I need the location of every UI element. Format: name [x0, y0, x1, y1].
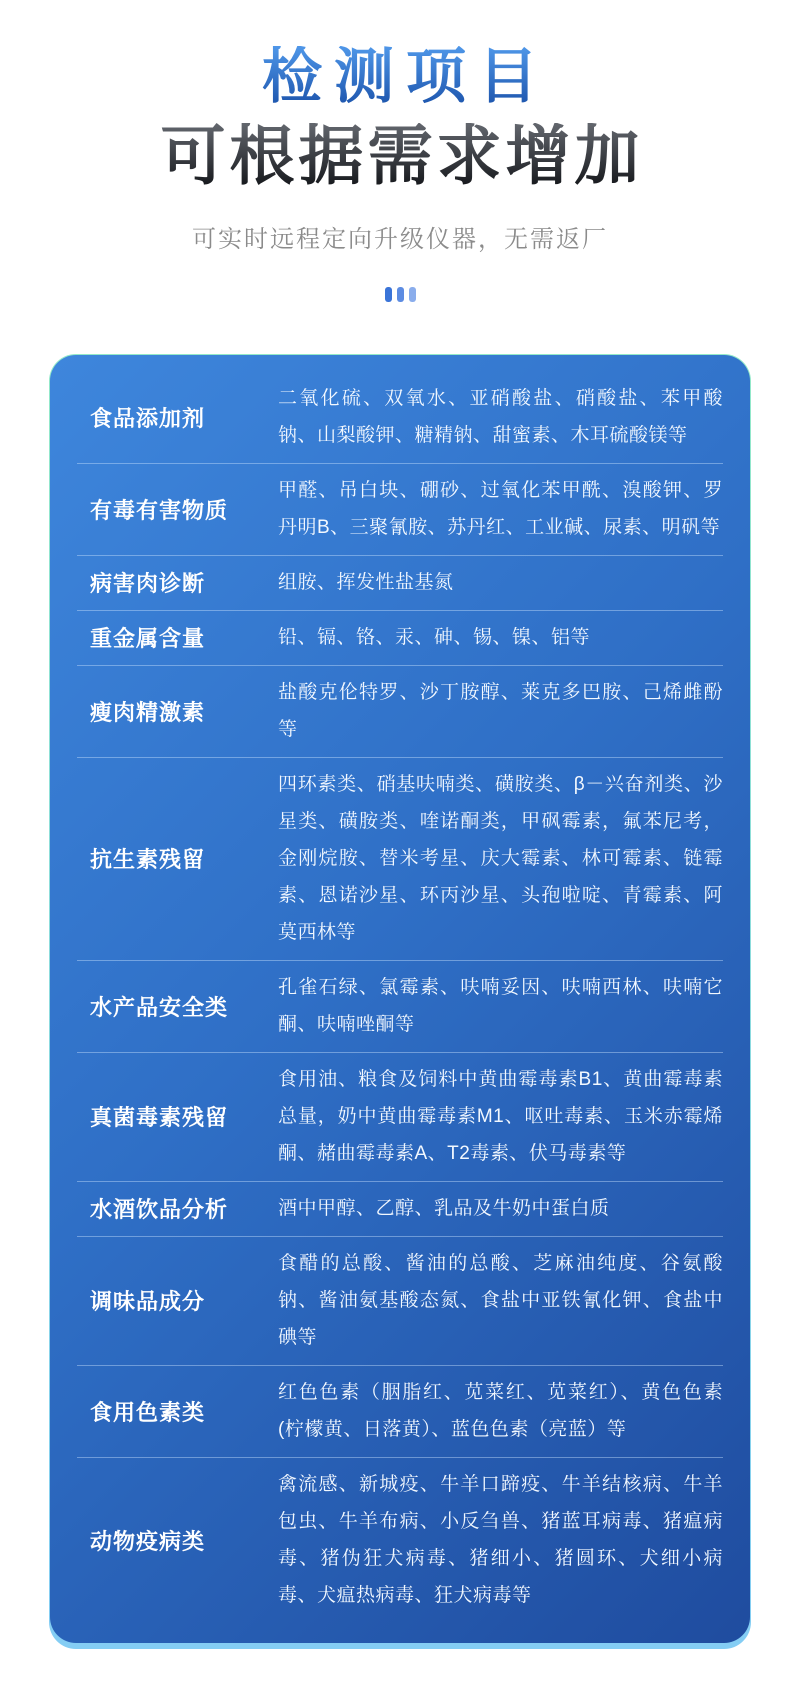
bar-icon: [397, 287, 404, 302]
row-label: 动物疫病类: [90, 1528, 206, 1554]
table-row: [50, 1052, 750, 1181]
row-label: 食品添加剂: [90, 405, 206, 431]
table-row: [50, 1457, 750, 1623]
row-value: 盐酸克伦特罗、沙丁胺醇、莱克多巴胺、己烯雌酚等: [278, 682, 723, 741]
row-value: 红色色素（胭脂红、苋菜红、苋菜红）、黄色色素(柠檬黄、日落黄）、蓝色色素（亮蓝）等: [278, 1382, 723, 1441]
row-value: 酒中甲醇、乙醇、乳品及牛奶中蛋白质: [278, 1198, 610, 1220]
row-label: 病害肉诊断: [90, 571, 206, 597]
table-row: [50, 757, 750, 960]
bar-icon: [385, 287, 392, 302]
tagline: 可实时远程定向升级仪器，无需返厂: [192, 226, 608, 254]
row-value: 二氧化硫、双氧水、亚硝酸盐、硝酸盐、苯甲酸钠、山梨酸钾、糖精钠、甜蜜素、木耳硫酸镁等: [278, 388, 723, 447]
table-row: [50, 1236, 750, 1365]
row-label: 有毒有害物质: [90, 497, 229, 523]
row-value: 甲醛、吊白块、硼砂、过氧化苯甲酰、溴酸钾、罗丹明B、三聚氰胺、苏丹红、工业碱、尿素、明矾等: [278, 480, 723, 539]
detection-items-table: [50, 355, 750, 1643]
row-value: 孔雀石绿、氯霉素、呋喃妥因、呋喃西林、呋喃它酮、呋喃唑酮等: [278, 977, 723, 1036]
row-value: 禽流感、新城疫、牛羊口蹄疫、牛羊结核病、牛羊包虫、牛羊布病、小反刍兽、猪蓝耳病毒、猪瘟病毒、猪伪狂犬病毒、猪细小、猪圆环、犬细小病毒、犬瘟热病毒、狂犬病毒等: [278, 1474, 723, 1607]
row-label: 食用色素类: [90, 1399, 206, 1425]
bar-icon: [409, 287, 416, 302]
row-value: 食醋的总酸、酱油的总酸、芝麻油纯度、谷氨酸钠、酱油氨基酸态氮、食盐中亚铁氰化钾、食盐中碘等: [278, 1253, 723, 1349]
row-value: 食用油、粮食及饲料中黄曲霉毒素B1、黄曲霉毒素总量，奶中黄曲霉毒素M1、呕吐毒素、玉米赤霉烯酮、赭曲霉毒素A、T2毒素、伏马毒素等: [278, 1069, 723, 1165]
page-title-line2: 可根据需求增加: [0, 123, 800, 191]
table-row: [50, 555, 750, 610]
header: [0, 46, 800, 302]
row-label: 重金属含量: [90, 626, 206, 652]
table-row: [50, 1181, 750, 1236]
page-title: 检测项目: [0, 46, 800, 109]
table-row: [50, 665, 750, 757]
decorative-bars: [0, 286, 800, 302]
row-value: 组胺、挥发性盐基氮: [278, 572, 454, 594]
table-row: [50, 1365, 750, 1457]
row-value: 铅、镉、铬、汞、砷、锡、镍、铝等: [278, 627, 591, 649]
row-value: 四环素类、硝基呋喃类、磺胺类、β－兴奋剂类、沙星类、磺胺类、喹诺酮类，甲砜霉素，氟苯尼考，金刚烷胺、替米考星、庆大霉素、林可霉素、链霉素、恩诺沙星、环丙沙星、头孢啦啶、青霉素、阿莫西林等: [278, 774, 723, 944]
table-row: [50, 960, 750, 1052]
table-row: [50, 371, 750, 463]
row-label: 真菌毒素残留: [90, 1105, 229, 1131]
detection-items-card: [49, 354, 751, 1649]
row-label: 水酒饮品分析: [90, 1197, 229, 1223]
table-row: [50, 463, 750, 555]
row-label: 抗生素残留: [90, 847, 206, 873]
row-label: 水产品安全类: [90, 994, 229, 1020]
row-label: 瘦肉精激素: [90, 699, 206, 725]
table-row: [50, 610, 750, 665]
row-label: 调味品成分: [90, 1289, 206, 1315]
